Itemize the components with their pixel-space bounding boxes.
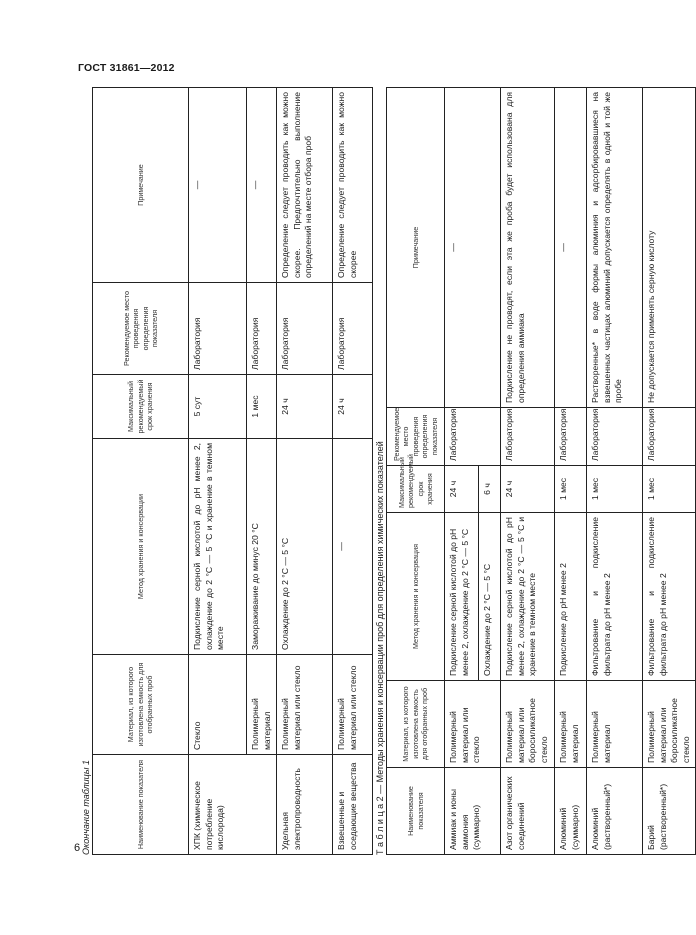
table-cell: — [247,88,277,283]
table-cell: 24 ч [445,466,479,513]
table-cell: Лаборатория [189,283,247,375]
table-cell: Лаборатория [587,408,643,466]
table-cell: Охлаждение до 2 °C — 5 °C [479,513,501,681]
table-cell: Алюминий (растворенный*) [587,768,643,855]
table1-header: Метод хранения и консервации [93,439,189,655]
table2-header: Примечание [387,88,445,408]
table-cell: Взвешенные и оседающие вещества [333,755,373,855]
table-cell: Растворенные* в воде формы алюминия и адсорбировавшиеся на взвешенных частицах алюминий допускается определять в одной и той же пробе [587,88,643,408]
table-cell: Подкисление серной кислотой до pH менее 2, охлаждение до 2 °C — 5 °C [445,513,479,681]
table-cell: 24 ч [333,375,373,439]
table-row [247,88,277,855]
table-cell: Лаборатория [277,283,333,375]
table2-header: Рекомендуемое место проведения определения показателя [387,408,445,466]
table-cell: Барий (растворенный*) [643,768,696,855]
table-cell: Удельная электропроводность [277,755,333,855]
rotated-content [68,88,691,855]
table-cell: Полимерный материал или боросиликатное стекло [643,681,696,768]
table-row [445,88,479,855]
table1-header: Примечание [93,88,189,283]
table-cell: Лаборатория [501,408,555,466]
table-cell: 1 мес [643,466,696,513]
table1-header: Материал, из которого изготовлена емкость для отобранных проб [93,655,189,755]
table-cell: 1 мес [247,375,277,439]
table2-header: Максимальный рекомендуемый срок хранения [387,466,445,513]
table-cell: Полимерный материал или боросиликатное стекло [501,681,555,768]
table-cell: Полимерный материал [587,681,643,768]
table-cell: 1 мес [555,466,587,513]
table-cell: Подкисление не проводят, если эта же проба будет использована для определения аммиака [501,88,555,408]
table-cell: Не допускается применять серную кислоту [643,88,696,408]
table-cell: 24 ч [501,466,555,513]
table-cell: Полимерный материал или стекло [277,655,333,755]
table-cell: Охлаждение до 2 °C — 5 °C [277,439,333,655]
table1-header: Рекомендуемое место проведения определения показателя [93,283,189,375]
table-cell: Лаборатория [555,408,587,466]
table-cell: Азот органических соединений [501,768,555,855]
table1-header: Максимальный рекомендуемый срок хранения [93,375,189,439]
table-cell: — [333,439,373,655]
table1-caption: Окончание таблицы 1 [81,760,91,855]
table-cell: Определение следует проводить как можно скорее. Предпочтительно выполнение определений на месте отбора проб [277,88,333,283]
table2-caption: Т а б л и ц а 2 — Методы хранения и консервации проб для определения химических показателей [375,441,385,855]
table-cell: Определение следует проводить как можно скорее [333,88,373,283]
table-row [643,88,696,855]
table1 [92,87,373,855]
table-cell: Полимерный материал [247,655,277,755]
table-cell: Стекло [189,655,247,755]
table2-header: Материал, из которого изготовлена емкость для отобранных проб [387,681,445,768]
table-cell: 6 ч [479,466,501,513]
table-row [277,88,333,855]
table-cell: 1 мес [587,466,643,513]
table-cell: — [445,88,501,408]
table-cell: Лаборатория [247,283,277,375]
table-cell: Лаборатория [333,283,373,375]
page-number: 6 [74,842,81,854]
table-cell: — [189,88,247,283]
table-cell: — [555,88,587,408]
table-row [555,88,587,855]
standard-header: ГОСТ 31861—2012 [78,62,175,74]
table-row [501,88,555,855]
table-cell: Замораживание до минус 20 °C [247,439,277,655]
table-cell: Подкисление серной кислотой до pH менее 2, охлаждение до 2 °C — 5 °C и хранение в темном месте [189,439,247,655]
table-cell: Полимерный материал или стекло [333,655,373,755]
table-cell: Фильтрование и подкисление фильтрата до pH менее 2 [587,513,643,681]
table-cell: Полимерный материал или стекло [445,681,501,768]
table1-header: Наименование показателя [93,755,189,855]
table-cell: 24 ч [277,375,333,439]
table-cell: Лаборатория [445,408,501,466]
table2 [386,87,696,855]
table-row [333,88,373,855]
table2-header: Метод хранения и консервация [387,513,445,681]
table-cell: ХПК (химическое потребление кислорода) [189,755,277,855]
table-cell: Лаборатория [643,408,696,466]
table-cell: Фильтрование и подкисление фильтрата до pH менее 2 [643,513,696,681]
table2-header: Наименование показателя [387,768,445,855]
table-cell: Алюминий (суммарно) [555,768,587,855]
table-cell: Подкисление серной кислотой до pH менее 2, охлаждение до 2 °C — 5 °C и хранение в темном месте [501,513,555,681]
table-row [189,88,247,855]
table-cell: 5 сут [189,375,247,439]
table-row [587,88,643,855]
table-cell: Аммиак и ионы аммония (суммарно) [445,768,501,855]
table-cell: Полимерный материал [555,681,587,768]
table-cell: Подкисление до pH менее 2 [555,513,587,681]
